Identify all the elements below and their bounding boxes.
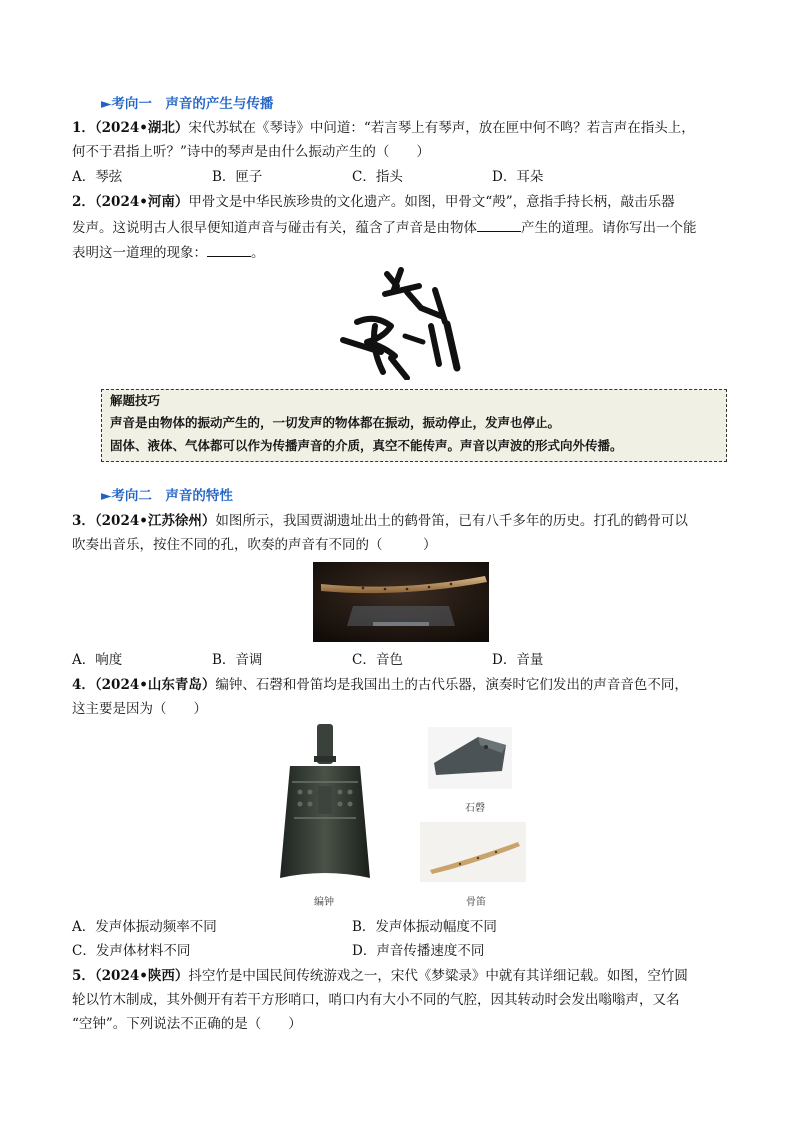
question-1-option-b: B．匣子 bbox=[212, 169, 263, 185]
question-number: 4． bbox=[72, 677, 95, 693]
question-text: 甲骨文是中华民族珍贵的文化遗产。如图，甲骨文“殸”，意指手持长柄，敲击乐器 bbox=[188, 194, 675, 210]
bone-flute-photo bbox=[313, 562, 489, 642]
question-2-line-1 bbox=[72, 193, 675, 211]
question-text: 产生的道理。请你写出一个能 bbox=[521, 220, 697, 236]
question-text: 宋代苏轼在《琴诗》中问道：“若言琴上有琴声，放在匣中何不鸣？若言声在指头上， bbox=[188, 120, 695, 136]
question-3-option-d: D．音量 bbox=[492, 652, 544, 668]
section-heading-1: ►考向一 声音的产生与传播 bbox=[101, 96, 274, 112]
tips-title: 解题技巧 bbox=[110, 393, 161, 408]
question-source: （2024•山东青岛） bbox=[94, 677, 216, 693]
question-text: 发声。这说明古人很早便知道声音与碰击有关，蕴含了声音是由物体 bbox=[72, 220, 477, 236]
caption-stone-chime: 石磬 bbox=[465, 803, 485, 814]
question-3-line-1 bbox=[72, 512, 688, 530]
question-source: （2024•河南） bbox=[94, 194, 189, 210]
question-text: 表明这一道理的现象： bbox=[72, 245, 207, 261]
bronze-bell-photo bbox=[276, 722, 374, 882]
question-5-line-3: “空钟”。下列说法不正确的是（ ） bbox=[72, 1016, 302, 1032]
question-4-option-a: A．发声体振动频率不同 bbox=[72, 919, 217, 935]
question-5-line-1 bbox=[72, 967, 688, 985]
answer-blank-1[interactable] bbox=[477, 217, 521, 232]
question-text: 。 bbox=[251, 245, 265, 261]
oracle-bone-glyph-image bbox=[335, 262, 465, 380]
question-source: （2024•陕西） bbox=[94, 968, 189, 984]
question-1-line-2: 何不于君指上听？”诗中的琴声是由什么振动产生的（ ） bbox=[72, 144, 430, 160]
question-1-option-c: C．指头 bbox=[352, 169, 403, 185]
tips-line-1: 声音是由物体的振动产生的，一切发声的物体都在振动，振动停止，发声也停止。 bbox=[110, 415, 561, 430]
question-2-line-2 bbox=[72, 217, 697, 237]
question-number: 2． bbox=[72, 194, 95, 210]
question-1-option-a: A．琴弦 bbox=[72, 169, 123, 185]
question-text: 如图所示，我国贾湖遗址出土的鹤骨笛，已有八千多年的历史。打孔的鹤骨可以 bbox=[215, 513, 688, 529]
question-4-line-2: 这主要是因为（ ） bbox=[72, 701, 207, 717]
question-4-option-d: D．声音传播速度不同 bbox=[352, 943, 485, 959]
question-number: 1． bbox=[72, 120, 95, 136]
question-3-option-a: A．响度 bbox=[72, 652, 123, 668]
question-3-line-2: 吹奏出音乐，按住不同的孔，吹奏的声音有不同的（ ） bbox=[72, 537, 437, 553]
caption-bone-flute: 骨笛 bbox=[466, 897, 486, 908]
bone-flute-photo-2 bbox=[420, 822, 526, 882]
section-heading-2: ►考向二 声音的特性 bbox=[101, 488, 233, 504]
question-3-option-b: B．音调 bbox=[212, 652, 263, 668]
question-3-option-c: C．音色 bbox=[352, 652, 403, 668]
question-5-line-2: 轮以竹木制成，其外侧开有若干方形哨口，哨口内有大小不同的气腔，因其转动时会发出嗡嗡声，又名 bbox=[72, 992, 680, 1008]
answer-blank-2[interactable] bbox=[207, 242, 251, 257]
question-4-option-b: B．发声体振动幅度不同 bbox=[352, 919, 497, 935]
tips-box bbox=[101, 389, 727, 462]
question-number: 3． bbox=[72, 513, 95, 529]
question-1-option-d: D．耳朵 bbox=[492, 169, 544, 185]
question-text: 编钟、石磬和骨笛均是我国出土的古代乐器，演奏时它们发出的声音音色不同， bbox=[215, 677, 688, 693]
tips-line-2: 固体、液体、气体都可以作为传播声音的介质，真空不能传声。声音以声波的形式向外传播。 bbox=[110, 438, 623, 453]
caption-bell: 编钟 bbox=[314, 897, 334, 908]
question-4-option-c: C．发声体材料不同 bbox=[72, 943, 191, 959]
stone-chime-photo bbox=[428, 727, 512, 789]
question-4-line-1 bbox=[72, 676, 688, 694]
question-source: （2024•湖北） bbox=[94, 120, 189, 136]
question-2-line-3 bbox=[72, 242, 265, 262]
question-text: 抖空竹是中国民间传统游戏之一，宋代《梦粱录》中就有其详细记载。如图，空竹圆 bbox=[188, 968, 688, 984]
question-1-line-1 bbox=[72, 119, 695, 137]
question-source: （2024•江苏徐州） bbox=[94, 513, 216, 529]
question-number: 5． bbox=[72, 968, 95, 984]
